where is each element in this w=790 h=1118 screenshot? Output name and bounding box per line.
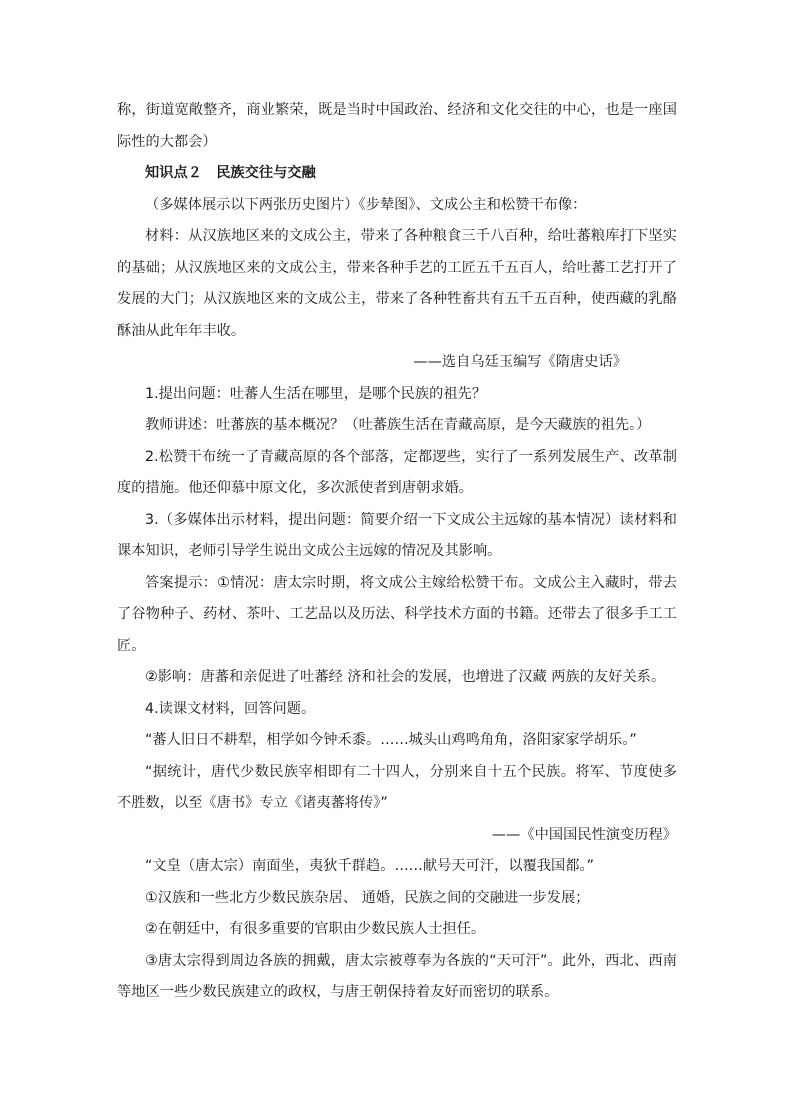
paragraph-point-4: 4.读课文材料，回答问题。 bbox=[145, 700, 316, 717]
document-body bbox=[117, 95, 677, 1009]
quote-statistics: “据统计，唐代少数民族宰相即有二十四人，分别来自十五个民族。将军、节度使多不胜数，以至《唐书》专立《诸夷蕃将传》” bbox=[117, 763, 677, 811]
paragraph-material: 材料：从汉族地区来的文成公主，带来了各种粮食三千八百种，给吐蕃粮库打下坚实的基础；从汉族地区来的文成公主，带来各种手艺的工匠五千五百人，给吐蕃工艺打开了发展的大门；从汉族地区来的文成公主，带来了各种牲畜共有五千五百种，使西藏的乳酪酥油从此年年丰收。 bbox=[117, 228, 677, 339]
paragraph-point-3: 3.（多媒体出示材料，提出问题：简要介绍一下文成公主远嫁的基本情况）读材料和课本知识，老师引导学生说出文成公主远嫁的情况及其影响。 bbox=[117, 511, 677, 559]
paragraph-teacher-note: 教师讲述：吐蕃族的基本概况？（吐蕃族生活在青藏高原，是今天藏族的祖先。） bbox=[145, 417, 651, 433]
source-citation-2: ——《中国国民性演变历程》 bbox=[491, 826, 677, 843]
paragraph-answer-impact: ②影响：唐蕃和亲促进了吐蕃经 济和社会的发展，也增进了汉藏 两族的友好关系。 bbox=[145, 669, 666, 685]
paragraph-multimedia-intro: （多媒体展示以下两张历史图片）《步辇图》、文成公主和松赞干布像： bbox=[145, 196, 587, 213]
paragraph-point-2: 2.松赞干布统一了青藏高原的各个部落，定都逻些，实行了一系列发展生产、改革制度的措施。他还仰慕中原文化，多次派使者到唐朝求婚。 bbox=[117, 448, 677, 496]
paragraph-question-1: 1.提出问题：吐蕃人生活在哪里，是哪个民族的祖先？ bbox=[145, 385, 487, 402]
quote-poem: “蕃人旧日不耕犁，相学如今钟禾黍。……城头山鸡鸣角角，洛阳家家学胡乐。” bbox=[145, 732, 637, 748]
paragraph-conclusion-1: ①汉族和一些北方少数民族杂居、 通婚，民族之间的交融进一步发展； bbox=[145, 889, 590, 906]
paragraph-conclusion-3: ③唐太宗得到周边各族的拥戴，唐太宗被尊奉为各族的“天可汗”。此外，西北、西南等地区一些少数民族建立的政权，与唐王朝保持着友好而密切的联系。 bbox=[117, 952, 677, 1000]
paragraph-conclusion-2: ②在朝廷中，有很多重要的官职由少数民族人士担任。 bbox=[145, 921, 486, 937]
section-heading: 知识点２ 民族交往与交融 bbox=[145, 165, 316, 181]
paragraph-continuation: 称，街道宽敞整齐，商业繁荣，既是当时中国政治、经济和文化交往的中心，也是一座国际性的大都会） bbox=[117, 102, 677, 150]
paragraph-answer-situation: 答案提示：①情况：唐太宗时期，将文成公主嫁给松赞干布。文成公主入藏时，带去了谷物种子、药材、茶叶、工艺品以及历法、科学技术方面的书籍。还带去了很多手工工匠。 bbox=[117, 574, 677, 654]
source-citation-1: ——选自乌廷玉编写《隋唐史话》 bbox=[413, 354, 627, 370]
quote-tian-kehan: “文皇（唐太宗）南面坐，夷狄千群趋。……献号天可汗，以覆我国都。” bbox=[145, 858, 595, 874]
